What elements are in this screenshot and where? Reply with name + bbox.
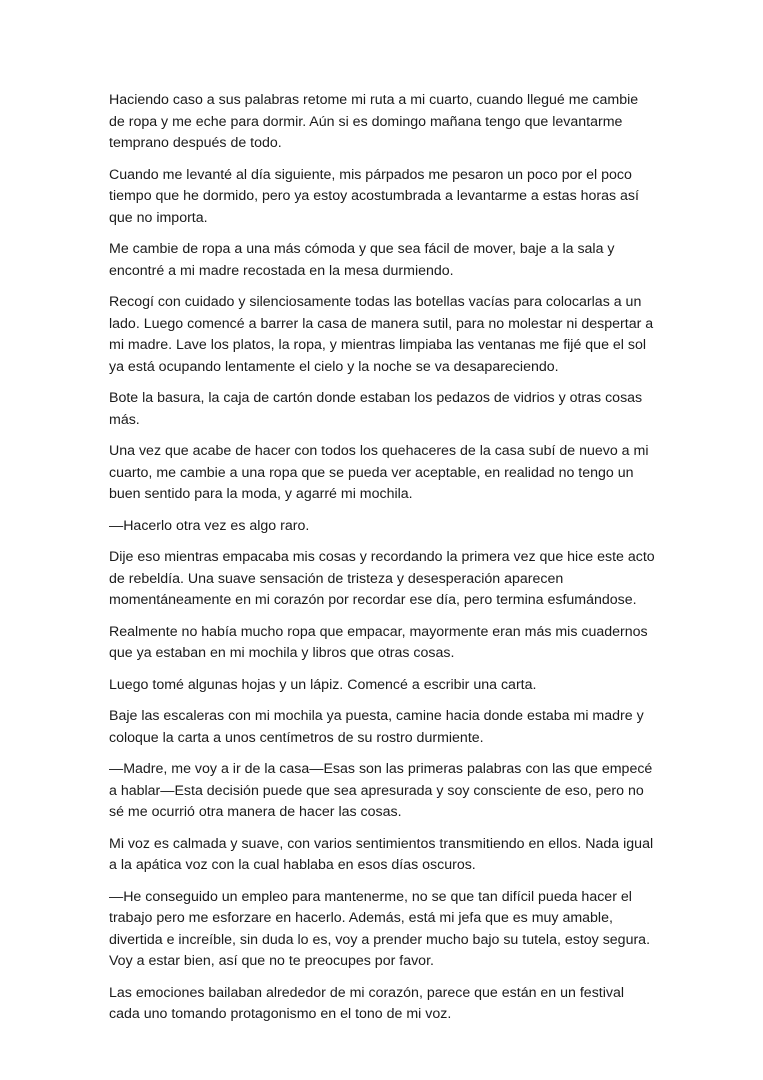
paragraph-5: Bote la basura, la caja de cartón donde estaban los pedazos de vidrios y otras cosas más.: [109, 390, 643, 428]
paragraph-1: Haciendo caso a sus palabras retome mi ruta a mi cuarto, cuando llegué me cambie de ropa y me eche para dormir. Aún si es domingo mañana tengo que levantarme temprano después de todo.: [109, 92, 639, 151]
paragraph-2: Cuando me levanté al día siguiente, mis párpados me pesaron un poco por el poco tiempo que he dormido, pero ya estoy acostumbrada a levantarme a estas horas así que no importa.: [109, 166, 639, 226]
paragraph-9: Realmente no había mucho ropa que empacar, mayormente eran más mis cuadernos que ya estaban en mi mochila y libros que otras cosas.: [109, 623, 648, 661]
dialogue-line-3: —He conseguido un empleo para mantenerme, no se que tan difícil pueda hacer el trabajo pero me esforzare en hacerlo. Además, está mi jefa que es muy amable, divertida e increíble, sin duda lo es, voy a prender mucho bajo su tutela, estoy segura. Voy a estar bien, así que no te preocupes por favor.: [109, 888, 651, 969]
paragraph-13: Mi voz es calmada y suave, con varios sentimientos transmitiendo en ellos. Nada igual a la apática voz con la cual hablaba en esos días oscuros.: [109, 835, 654, 873]
paragraph-4: Recogí con cuidado y silenciosamente todas las botellas vacías para colocarlas a un lado. Luego comencé a barrer la casa de manera sutil, para no molestar ni despertar a mi madre. Lave los platos, la ropa, y mientras limpiaba las ventanas me fijé que el sol ya está ocupando lentamente el cielo y la noche se va desapareciendo.: [109, 294, 654, 375]
paragraph-10: Luego tomé algunas hojas y un lápiz. Comencé a escribir una carta.: [109, 676, 537, 693]
dialogue-line-1: —Hacerlo otra vez es algo raro.: [109, 517, 310, 534]
paragraph-15: Las emociones bailaban alrededor de mi corazón, parece que están en un festival cada uno tomando protagonismo en el tono de mi voz.: [109, 984, 625, 1022]
paragraph-3: Me cambie de ropa a una más cómoda y que sea fácil de mover, baje a la sala y encontré a mi madre recostada en la mesa durmiendo.: [109, 241, 615, 279]
paragraph-11: Baje las escaleras con mi mochila ya puesta, camine hacia donde estaba mi madre y coloque la carta a unos centímetros de su rostro durmiente.: [109, 708, 644, 746]
paragraph-6: Una vez que acabe de hacer con todos los quehaceres de la casa subí de nuevo a mi cuarto, me cambie a una ropa que se pueda ver aceptable, en realidad no tengo un buen sentido para la moda, y agarré mi mochila.: [109, 443, 649, 502]
paragraph-8: Dije eso mientras empacaba mis cosas y recordando la primera vez que hice este acto de rebeldía. Una suave sensación de tristeza y desesperación aparecen momentáneamente en mi corazón por recordar ese día, pero termina esfumándose.: [109, 549, 655, 608]
document-page: [109, 90, 657, 1036]
dialogue-line-2: —Madre, me voy a ir de la casa—Esas son las primeras palabras con las que empecé a hablar—Esta decisión puede que sea apresurada y soy consciente de eso, pero no sé me ocurrió otra manera de hacer las cosas.: [109, 761, 653, 820]
